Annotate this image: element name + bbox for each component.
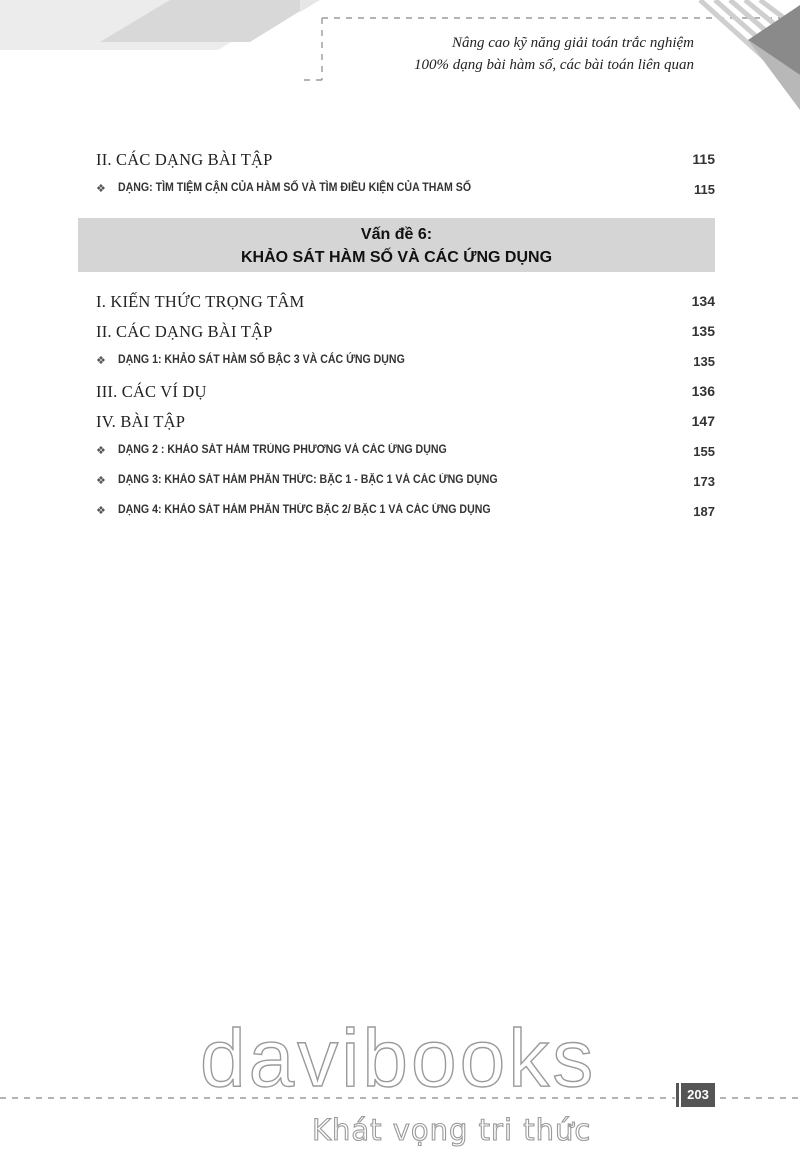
toc-title: DẠNG 4: KHẢO SÁT HÀM PHÂN THỨC BẬC 2/ BẬC 1 VÀ CÁC ỨNG DỤNG	[118, 504, 491, 516]
toc-row[interactable]	[78, 378, 715, 408]
toc-row[interactable]	[78, 318, 715, 348]
diamond-bullet-icon: ❖	[96, 445, 106, 457]
table-of-contents	[78, 146, 715, 528]
section-number: Vấn đề 6:	[360, 226, 433, 243]
diamond-bullet-icon: ❖	[96, 475, 106, 487]
toc-title: I. KIẾN THỨC TRỌNG TÂM	[96, 292, 305, 311]
toc-page: 115	[694, 182, 715, 197]
toc-page: 134	[691, 293, 715, 309]
toc-row[interactable]	[78, 288, 715, 318]
section-title: KHẢO SÁT HÀM SỐ VÀ CÁC ỨNG DỤNG	[240, 249, 553, 266]
toc-title: DẠNG 3: KHẢO SÁT HÀM PHÂN THỨC: BẬC 1 - BẬC 1 VÀ CÁC ỨNG DỤNG	[118, 474, 498, 486]
toc-title: DẠNG 2 : KHẢO SÁT HÀM TRÙNG PHƯƠNG VÀ CÁC ỨNG DỤNG	[118, 444, 447, 456]
diamond-bullet-icon: ❖	[96, 505, 106, 517]
publisher-tagline: Khát vọng tri thức	[312, 1113, 592, 1147]
toc-title: III. CÁC VÍ DỤ	[96, 382, 207, 401]
toc-page: 115	[692, 151, 715, 167]
toc-title: IV. BÀI TẬP	[96, 412, 186, 431]
diamond-bullet-icon: ❖	[96, 183, 106, 195]
page-number: 203	[681, 1083, 715, 1107]
toc-page: 173	[693, 474, 715, 489]
toc-row[interactable]	[78, 348, 715, 378]
publisher-logo: davibooks	[200, 1013, 597, 1104]
toc-page: 155	[693, 444, 715, 459]
toc-row[interactable]	[78, 438, 715, 468]
toc-page: 147	[691, 413, 715, 429]
header-line-2: 100% dạng bài hàm số, các bài toán liên quan	[414, 57, 694, 73]
section-heading	[78, 218, 715, 272]
toc-row[interactable]	[78, 176, 715, 206]
toc-row[interactable]	[78, 146, 715, 176]
toc-title: II. CÁC DẠNG BÀI TẬP	[96, 150, 273, 169]
toc-title: DẠNG: TÌM TIỆM CẬN CỦA HÀM SỐ VÀ TÌM ĐIỀU KIỆN CỦA THAM SỐ	[118, 182, 472, 194]
toc-page: 135	[693, 354, 715, 369]
toc-row[interactable]	[78, 498, 715, 528]
toc-title: DẠNG 1: KHẢO SÁT HÀM SỐ BẬC 3 VÀ CÁC ỨNG DỤNG	[118, 354, 405, 366]
toc-row[interactable]	[78, 408, 715, 438]
diamond-bullet-icon: ❖	[96, 355, 106, 367]
header-line-1: Nâng cao kỹ năng giải toán trắc nghiệm	[451, 35, 694, 51]
toc-page: 187	[693, 504, 715, 519]
toc-page: 136	[691, 383, 715, 399]
toc-title: II. CÁC DẠNG BÀI TẬP	[96, 322, 273, 341]
book-header	[414, 32, 694, 76]
toc-page: 135	[691, 323, 715, 339]
toc-row[interactable]	[78, 468, 715, 498]
